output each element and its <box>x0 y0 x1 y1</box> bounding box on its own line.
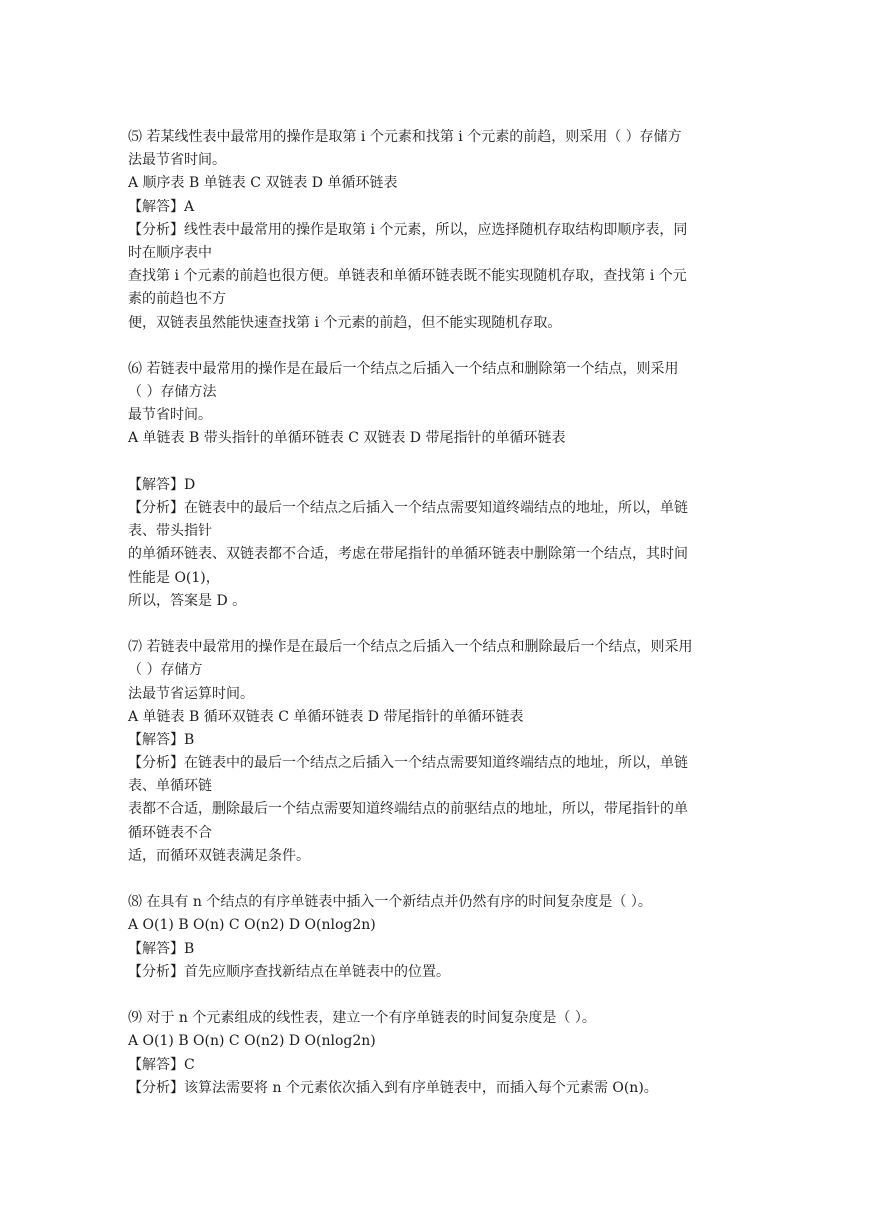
analysis-line: 表、带头指针 <box>128 523 212 540</box>
analysis-line: 【分析】该算法需要将 n 个元素依次插入到有序单链表中，而插入每个元素需 O(n)。 <box>128 1079 658 1096</box>
question-text: ⑺ 若链表中最常用的操作是在最后一个结点之后插入一个结点和删除最后一个结点，则采用 <box>128 639 693 656</box>
analysis-line: 【分析】在链表中的最后一个结点之后插入一个结点需要知道终端结点的地址，所以，单链 <box>128 755 688 772</box>
question-6 <box>128 358 748 613</box>
analysis-line: 表、单循环链 <box>128 778 212 795</box>
paragraph-gap <box>128 613 748 636</box>
options-line: A O(1) B O(n) C O(n2) D O(nlog2n) <box>128 917 376 934</box>
question-text: ⑻ 在具有 n 个结点的有序单链表中插入一个新结点并仍然有序的时间复杂度是（ ）。 <box>128 894 652 911</box>
options-line: A O(1) B O(n) C O(n2) D O(nlog2n) <box>128 1033 376 1050</box>
analysis-line: 【分析】线性表中最常用的操作是取第 i 个元素，所以，应选择随机存取结构即顺序表，同 <box>128 221 688 238</box>
analysis-line: 性能是 O(1)， <box>128 569 220 586</box>
question-8 <box>128 891 748 984</box>
analysis-line: 素的前趋也不方 <box>128 291 226 308</box>
options-line: A 单链表 B 循环双链表 C 单循环链表 D 带尾指针的单循环链表 <box>128 708 524 725</box>
question-text: 最节省时间。 <box>128 407 212 424</box>
analysis-line: 便，双链表虽然能快速查找第 i 个元素的前趋，但不能实现随机存取。 <box>128 314 562 331</box>
analysis-line: 的单循环链表、双链表都不合适，考虑在带尾指针的单循环链表中删除第一个结点，其时间 <box>128 546 688 563</box>
paragraph-gap <box>128 868 748 891</box>
question-7 <box>128 636 748 868</box>
blank-line <box>128 451 748 474</box>
analysis-line: 【分析】在链表中的最后一个结点之后插入一个结点需要知道终端结点的地址，所以，单链 <box>128 500 688 516</box>
question-5 <box>128 126 748 335</box>
question-text: 法最节省时间。 <box>128 152 226 169</box>
answer-line: 【解答】A <box>128 198 195 215</box>
analysis-line: 循环链表不合 <box>128 824 212 841</box>
question-text: 法最节省运算时间。 <box>128 685 254 702</box>
answer-line: 【解答】C <box>128 1056 195 1073</box>
answer-line: 【解答】B <box>128 731 195 748</box>
answer-line: 【解答】D <box>128 476 196 493</box>
analysis-line: 【分析】首先应顺序查找新结点在单链表中的位置。 <box>128 963 450 980</box>
question-text: （ ）存储方 <box>128 662 203 679</box>
analysis-line: 适，而循环双链表满足条件。 <box>128 847 310 864</box>
question-text: （ ）存储方法 <box>128 384 217 401</box>
question-text: ⑼ 对于 n 个元素组成的线性表，建立一个有序单链表的时间复杂度是（ ）。 <box>128 1010 596 1027</box>
analysis-line: 查找第 i 个元素的前趋也很方便。单链表和单循环链表既不能实现随机存取，查找第 i 个元 <box>128 268 687 285</box>
options-line: A 顺序表 B 单链表 C 双链表 D 单循环链表 <box>128 175 398 192</box>
analysis-line: 时在顺序表中 <box>128 244 212 261</box>
question-9 <box>128 1007 748 1100</box>
question-text: ⑹ 若链表中最常用的操作是在最后一个结点之后插入一个结点和删除第一个结点，则采用 <box>128 360 679 377</box>
analysis-line: 所以，答案是 D 。 <box>128 592 247 609</box>
paragraph-gap <box>128 984 748 1007</box>
analysis-line: 表都不合适，删除最后一个结点需要知道终端结点的前驱结点的地址，所以，带尾指针的单 <box>128 801 688 818</box>
paragraph-gap <box>128 335 748 358</box>
document-page <box>128 126 748 1100</box>
options-line: A 单链表 B 带头指针的单循环链表 C 双链表 D 带尾指针的单循环链表 <box>128 430 566 447</box>
question-text: ⑸ 若某线性表中最常用的操作是取第 i 个元素和找第 i 个元素的前趋，则采用（ ）存储方 <box>128 129 682 145</box>
answer-line: 【解答】B <box>128 940 195 957</box>
